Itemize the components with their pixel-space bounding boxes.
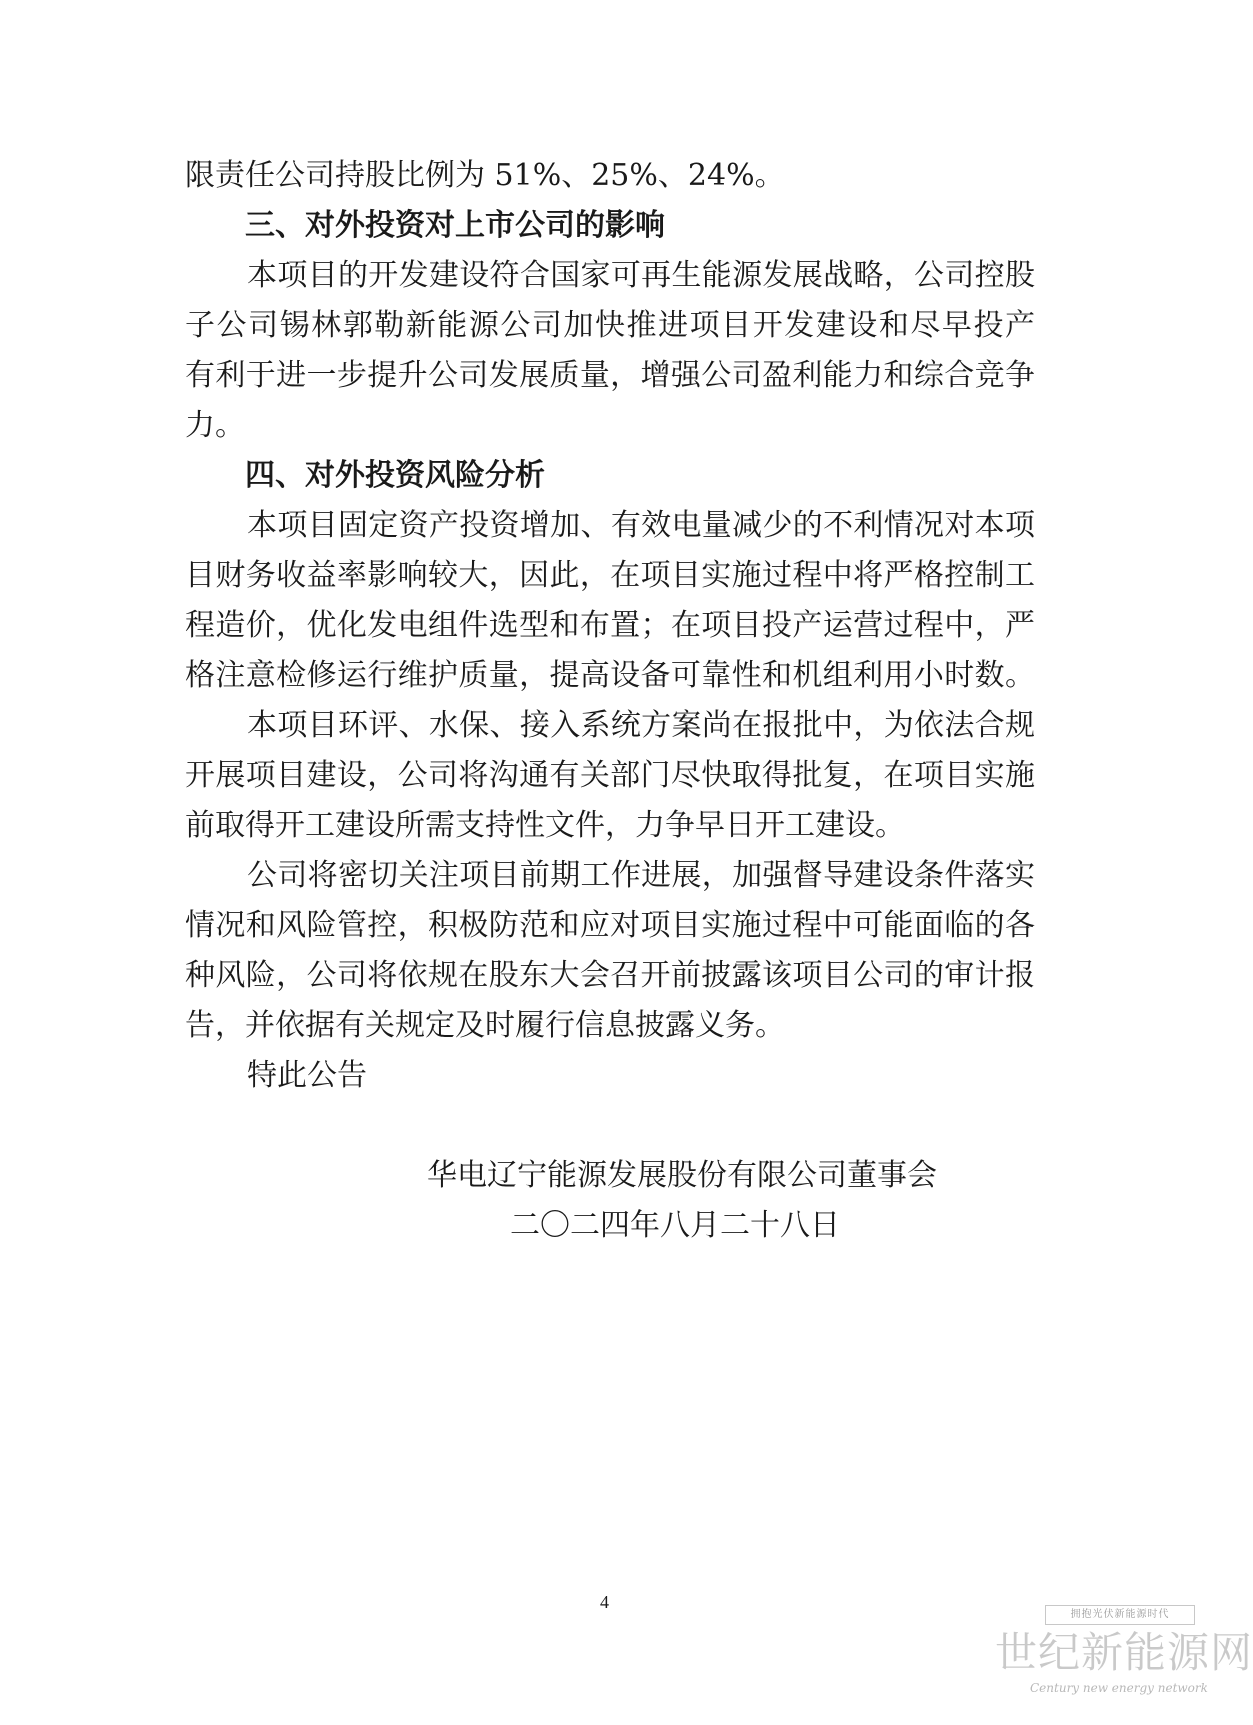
signature-company: 华电辽宁能源发展股份有限公司董事会 [427,1158,937,1193]
section-heading-3: 三、对外投资对上市公司的影响 [245,208,665,243]
body-text-line: 子公司锡林郭勒新能源公司加快推进项目开发建设和尽早投产 [185,308,1035,343]
section-heading-4: 四、对外投资风险分析 [245,458,545,493]
body-text-line: 情况和风险管控，积极防范和应对项目实施过程中可能面临的各 [185,908,1035,943]
watermark-english-text: Century new energy network [1030,1681,1208,1695]
body-text-line: 程造价，优化发电组件选型和布置；在项目投产运营过程中，严 [185,608,1035,643]
body-text-line: 前取得开工建设所需支持性文件，力争早日开工建设。 [185,808,905,843]
closing-text: 特此公告 [247,1058,367,1093]
body-text-line: 本项目的开发建设符合国家可再生能源发展战略，公司控股 [247,258,1035,293]
body-text-line: 有利于进一步提升公司发展质量，增强公司盈利能力和综合竞争 [185,358,1035,393]
signature-date: 二〇二四年八月二十八日 [510,1208,840,1243]
body-text-line: 本项目环评、水保、接入系统方案尚在报批中，为依法合规 [247,708,1035,743]
body-text-line: 力。 [185,408,245,443]
body-text-line: 开展项目建设，公司将沟通有关部门尽快取得批复，在项目实施 [185,758,1035,793]
page-number: 4 [600,1592,609,1612]
watermark-logo-text: 世纪新能源网 [995,1628,1253,1677]
body-text-line: 格注意检修运行维护质量，提高设备可靠性和机组利用小时数。 [185,658,1035,693]
body-text-line: 种风险，公司将依规在股东大会召开前披露该项目公司的审计报 [185,958,1035,993]
watermark-slogan: 拥抱光伏新能源时代 [1045,1605,1195,1625]
body-text-line: 限责任公司持股比例为 51%、25%、24%。 [185,158,785,193]
body-text-line: 告，并依据有关规定及时履行信息披露义务。 [185,1008,785,1043]
body-text-line: 目财务收益率影响较大，因此，在项目实施过程中将严格控制工 [185,558,1035,593]
body-text-line: 公司将密切关注项目前期工作进展，加强督导建设条件落实 [247,858,1035,893]
body-text-line: 本项目固定资产投资增加、有效电量减少的不利情况对本项 [247,508,1035,543]
